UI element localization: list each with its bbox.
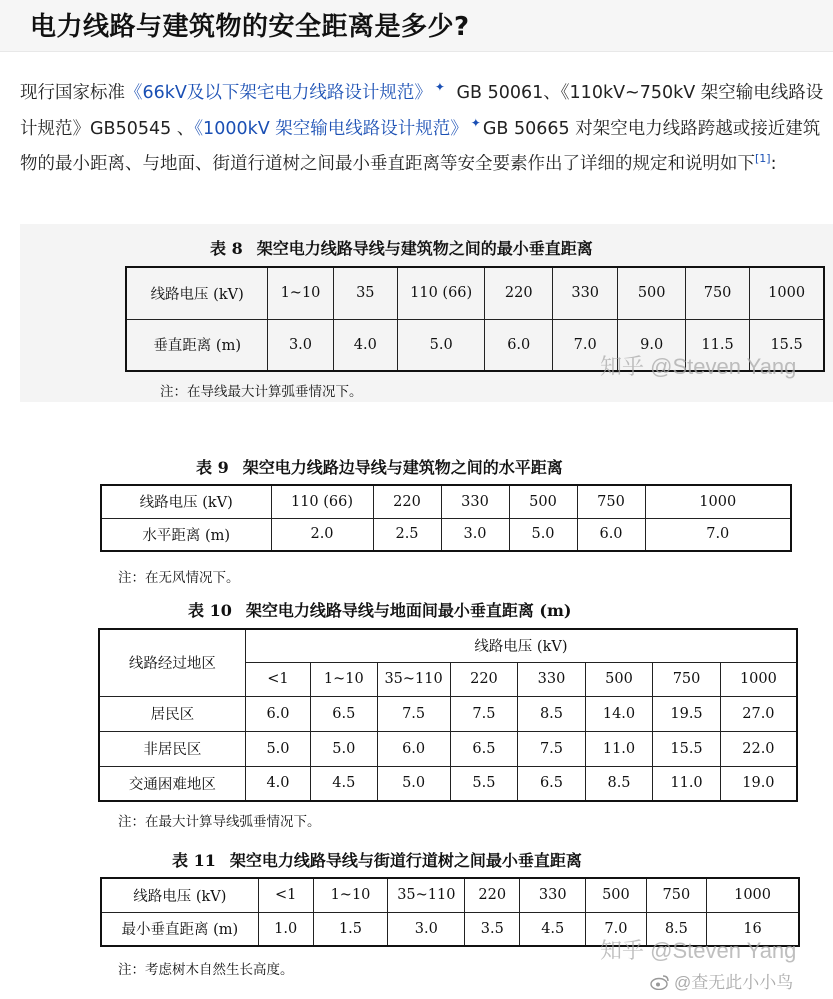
table10-cell: 1000 [720,662,797,696]
table8-cell: 1~10 [268,267,333,319]
table11-cell: <1 [258,878,313,912]
table8-watermark: 知乎 @Steven Yang [600,354,797,379]
table10-cell: 8.5 [518,696,586,731]
table10-corner: 线路经过地区 [99,629,245,696]
table8-cell: 9.0 [618,319,686,371]
intro-text-2: GB 50061、《110kV~750kV 架空输电线路设计规范》GB50545 、 [20,82,824,139]
link-gb50061[interactable]: 《66kV及以下架宅电力线路设计规范》 [125,82,432,103]
table10-cell: 35~110 [377,662,450,696]
table9-cell: 500 [509,485,577,518]
table10-cell: 非居民区 [99,731,245,766]
table9-cell: 110 (66) [271,485,373,518]
table11-cell: 3.5 [465,912,520,946]
table8-cell: 110 (66) [397,267,485,319]
table10-cell: 1~10 [311,662,377,696]
table10-cell: 6.0 [245,696,310,731]
table-row [99,696,797,731]
tables-image [80,448,833,999]
table10-cell: <1 [245,662,310,696]
table11-cell: 1000 [707,878,799,912]
table9-cell: 7.0 [645,518,791,551]
table8-cell: 500 [618,267,686,319]
table11-cell: 330 [520,878,586,912]
table10-cell: 8.5 [585,766,653,801]
table10-cell: 5.0 [311,731,377,766]
table10-cell: 750 [653,662,721,696]
weibo-icon [650,974,670,990]
table10-cell: 11.0 [585,731,653,766]
table11-header-row [101,878,799,912]
table11-cell: 线路电压 (kV) [101,878,258,912]
table10-cell: 19.0 [720,766,797,801]
table9-note: 注：在无风情况下。 [118,570,240,586]
table11-cell: 最小垂直距离 (m) [101,912,258,946]
table11-cell: 1.0 [258,912,313,946]
table8-cell: 6.0 [485,319,553,371]
table10-cell: 7.5 [450,696,518,731]
table10-cell: 22.0 [720,731,797,766]
table10-group-header: 线路电压 (kV) [245,629,797,662]
table11-cell: 1.5 [313,912,388,946]
table10-cell: 19.5 [653,696,721,731]
table-row [99,766,797,801]
table8-cell: 3.0 [268,319,333,371]
table8-cell: 220 [485,267,553,319]
table9-cell: 750 [577,485,645,518]
table9-cell: 线路电压 (kV) [101,485,271,518]
table11-cell: 3.0 [388,912,465,946]
table8-header-row [126,267,824,319]
table10-cell: 14.0 [585,696,653,731]
table10-cell: 交通困难地区 [99,766,245,801]
intro-text-4: : [770,153,777,174]
table10-cell: 5.0 [377,766,450,801]
table11-cell: 35~110 [388,878,465,912]
table8-cell: 7.0 [553,319,618,371]
table9-cell: 3.0 [441,518,509,551]
table8-cell: 750 [685,267,749,319]
table10-cell: 220 [450,662,518,696]
table11-cell: 4.5 [520,912,586,946]
reference-link[interactable]: [1] [755,151,771,165]
table8-cell: 35 [333,267,397,319]
table10-cell: 6.5 [311,696,377,731]
table9-cell: 水平距离 (m) [101,518,271,551]
table8-note: 注：在导线最大计算弧垂情况下。 [160,384,363,400]
table11-cell: 500 [586,878,646,912]
table10-cell: 5.5 [450,766,518,801]
intro-text-1: 现行国家标准 [20,82,125,103]
table11-note: 注：考虑树木自然生长高度。 [118,962,294,978]
table9 [100,484,792,552]
table9-value-row [101,518,791,551]
table10 [98,628,798,802]
table10-cell: 6.5 [450,731,518,766]
table10-cell: 5.0 [245,731,310,766]
table9-cell: 330 [441,485,509,518]
table11-cell: 220 [465,878,520,912]
table9-cell: 2.5 [373,518,441,551]
weibo-watermark [650,968,793,993]
table10-cell: 27.0 [720,696,797,731]
table8-cell: 垂直距离 (m) [126,319,268,371]
table11-cell: 8.5 [646,912,706,946]
table10-cell: 7.5 [377,696,450,731]
table10-cell: 11.0 [653,766,721,801]
table9-cell: 6.0 [577,518,645,551]
table8-title: 表 8 架空电力线路导线与建筑物之间的最小垂直距离 [210,239,593,258]
table8-cell: 1000 [750,267,824,319]
table9-title: 表 9 架空电力线路边导线与建筑物之间的水平距离 [196,458,563,477]
table8-cell: 330 [553,267,618,319]
table10-cell: 6.5 [518,766,586,801]
table8-cell: 4.0 [333,319,397,371]
table11-title: 表 11 架空电力线路导线与街道行道树之间最小垂直距离 [172,851,582,870]
table9-header-row [101,485,791,518]
table10-cell: 6.0 [377,731,450,766]
table9-cell: 5.0 [509,518,577,551]
table10-cell: 330 [518,662,586,696]
table8-cell: 11.5 [685,319,749,371]
table-row [99,731,797,766]
sparkle-icon: ✦ [470,115,481,130]
table11-cell: 7.0 [586,912,646,946]
table10-cell: 7.5 [518,731,586,766]
table11-cell: 16 [707,912,799,946]
table10-cell: 4.5 [311,766,377,801]
table10-note: 注：在最大计算导线弧垂情况下。 [118,814,321,830]
weibo-handle: @查无此小小鸟 [674,973,794,992]
table10-title: 表 10 架空电力线路导线与地面间最小垂直距离 (m) [188,601,572,620]
sparkle-icon: ✦ [434,80,445,94]
table10-group-row [99,629,797,662]
table11-cell: 1~10 [313,878,388,912]
table10-cell: 4.0 [245,766,310,801]
intro-paragraph [20,72,825,178]
header-bar [0,0,833,52]
table9-cell: 2.0 [271,518,373,551]
table8-cell: 线路电压 (kV) [126,267,268,319]
table10-cell: 15.5 [653,731,721,766]
intro-text-3: GB 50665 对架空电力线路跨越或接近建筑物的最小距离、与地面、街道行道树之间最小垂直距离等安全要素作出了详细的规定和说明如下 [20,118,821,174]
table9-cell: 220 [373,485,441,518]
link-gb50665[interactable]: 《1000kV 架空输电线路设计规范》 [194,118,468,139]
table11-cell: 750 [646,878,706,912]
table10-cell: 居民区 [99,696,245,731]
table9-cell: 1000 [645,485,791,518]
table11-watermark: 知乎 @Steven Yang [600,938,797,963]
table8-cell: 5.0 [397,319,485,371]
table10-cell: 500 [585,662,653,696]
table8-image [20,224,833,402]
table8-cell: 15.5 [750,319,824,371]
page-title: 电力线路与建筑物的安全距离是多少? [30,12,470,42]
